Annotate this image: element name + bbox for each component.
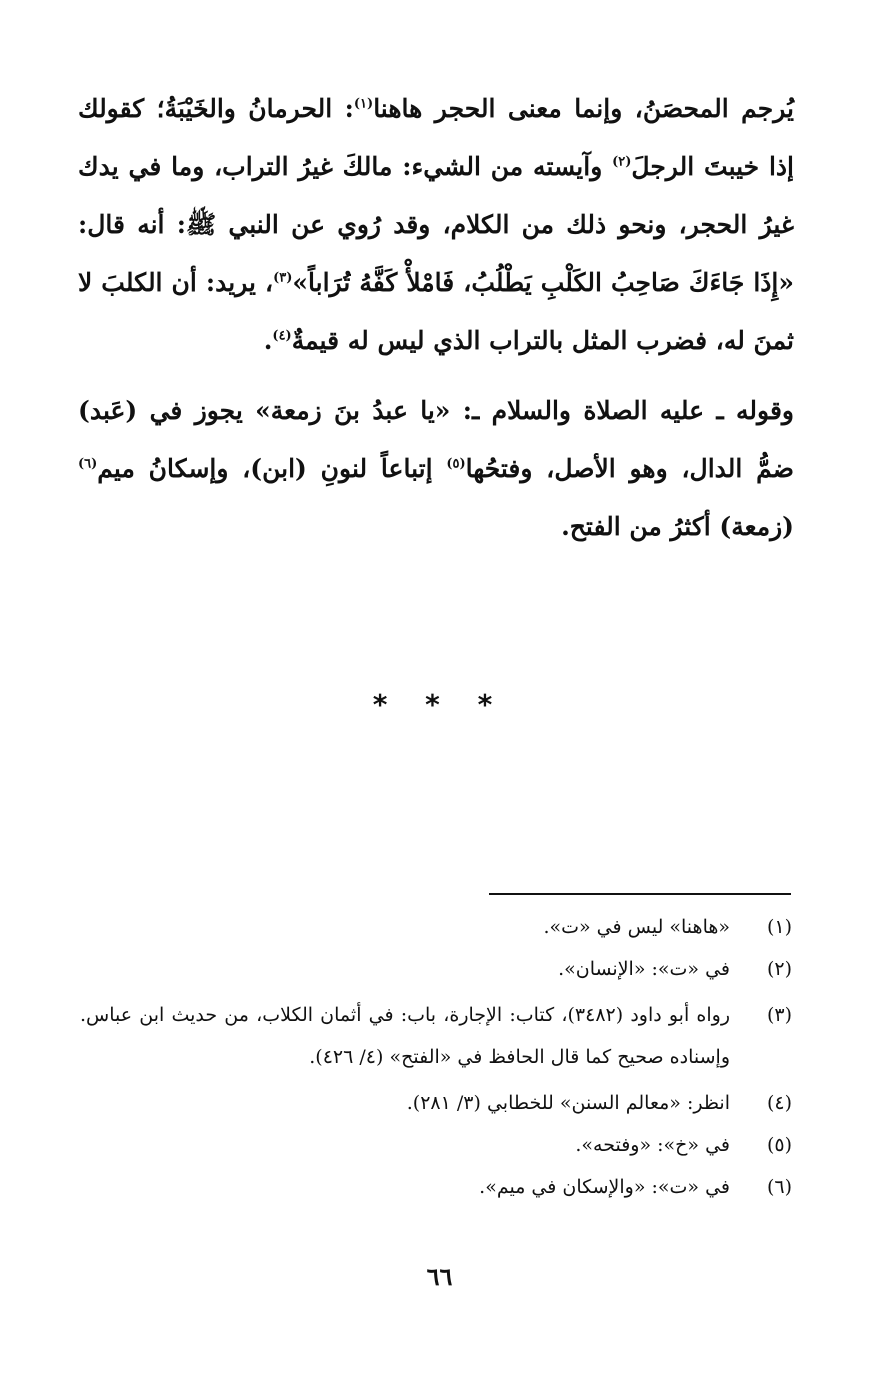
text-segment: وقوله ـ عليه الصلاة والسلام ـ: [450, 396, 794, 425]
footnotes-list [80, 906, 792, 1208]
footnote-ref-5[interactable]: (٥) [446, 456, 466, 472]
footnote-ref-1[interactable]: (١) [353, 96, 374, 112]
section-separator: * * * [372, 688, 507, 721]
main-text [78, 80, 794, 556]
footnote-text: انظر: «معالم السنن» للخطابي (٣/ ٢٨١). [406, 1092, 730, 1114]
footnote-number: (١) [766, 916, 792, 938]
text-segment: يُرجم المحصَنُ، وإنما معنى الحجر هاهنا [373, 94, 794, 123]
text-segment: ، يريد: أن الكلبَ لا ثمنَ له، فضرب المثل بالتراب الذي ليس له قيمةٌ [78, 268, 794, 355]
footnote-text: في «ت»: «الإنسان». [558, 958, 730, 980]
footnote-text: «هاهنا» ليس في «ت». [543, 916, 730, 938]
page-number: ٦٦ [426, 1262, 453, 1291]
text-segment: : الحرمانُ والخَيْبَةُ؛ كقولك إذا خيبتَ الرجلَ [78, 94, 794, 181]
footnote-ref-3[interactable]: (٣) [273, 270, 293, 286]
footnote-item [80, 1124, 792, 1166]
footnote-text: في «ت»: «والإسكان في ميم». [479, 1176, 730, 1198]
footnote-ref-2[interactable]: (٢) [612, 154, 632, 170]
hadith-quote: «إِذَا جَاءَكَ صَاحِبُ الكَلْبِ يَطْلُبُ، فَامْلأْ كَفَّهُ تُرَاباً» [292, 268, 794, 297]
paragraph-1 [78, 80, 794, 370]
text-segment: وآيسته من الشيء: مالكَ غيرُ التراب، وما في يدك غيرُ الحجر، ونحو ذلك من الكلام، وقد رُوي عن النبي ﷺ: أنه قال: [78, 152, 794, 239]
hadith-quote: «يا عبدُ بنَ زمعة» [255, 396, 451, 425]
footnote-item [80, 1082, 792, 1124]
footnote-number: (٢) [766, 958, 792, 980]
footnote-item [80, 994, 792, 1078]
footnote-number: (٣) [766, 1004, 792, 1026]
paragraph-2 [78, 382, 794, 556]
footnote-text: في «خ»: «وفتحه». [575, 1134, 730, 1156]
footnote-number: (٦) [766, 1176, 792, 1198]
text-segment: . [263, 326, 273, 355]
footnote-item [80, 1166, 792, 1208]
footnote-ref-6[interactable]: (٦) [78, 456, 98, 472]
footnote-item [80, 948, 792, 990]
footnote-number: (٥) [766, 1134, 792, 1156]
text-segment: يجوز في (عَبد) ضمُّ الدال، وهو الأصل، وفتحُها [78, 396, 794, 483]
footnote-text: رواه أبو داود (٣٤٨٢)، كتاب: الإجارة، باب: في أثمان الكلاب، من حديث ابن عباس. وإسناده صحيح كما قال الحافظ في «الفتح» (٤/ ٤٢٦). [80, 1004, 730, 1068]
text-segment: (زمعة) أكثرُ من الفتح. [561, 512, 794, 541]
text-segment: إتباعاً لنونِ (ابن)، وإسكانُ ميم [97, 454, 447, 483]
footnote-item [80, 906, 792, 948]
footnote-number: (٤) [766, 1092, 792, 1114]
footnote-ref-4[interactable]: (٤) [272, 328, 292, 344]
footnote-divider [489, 893, 791, 895]
